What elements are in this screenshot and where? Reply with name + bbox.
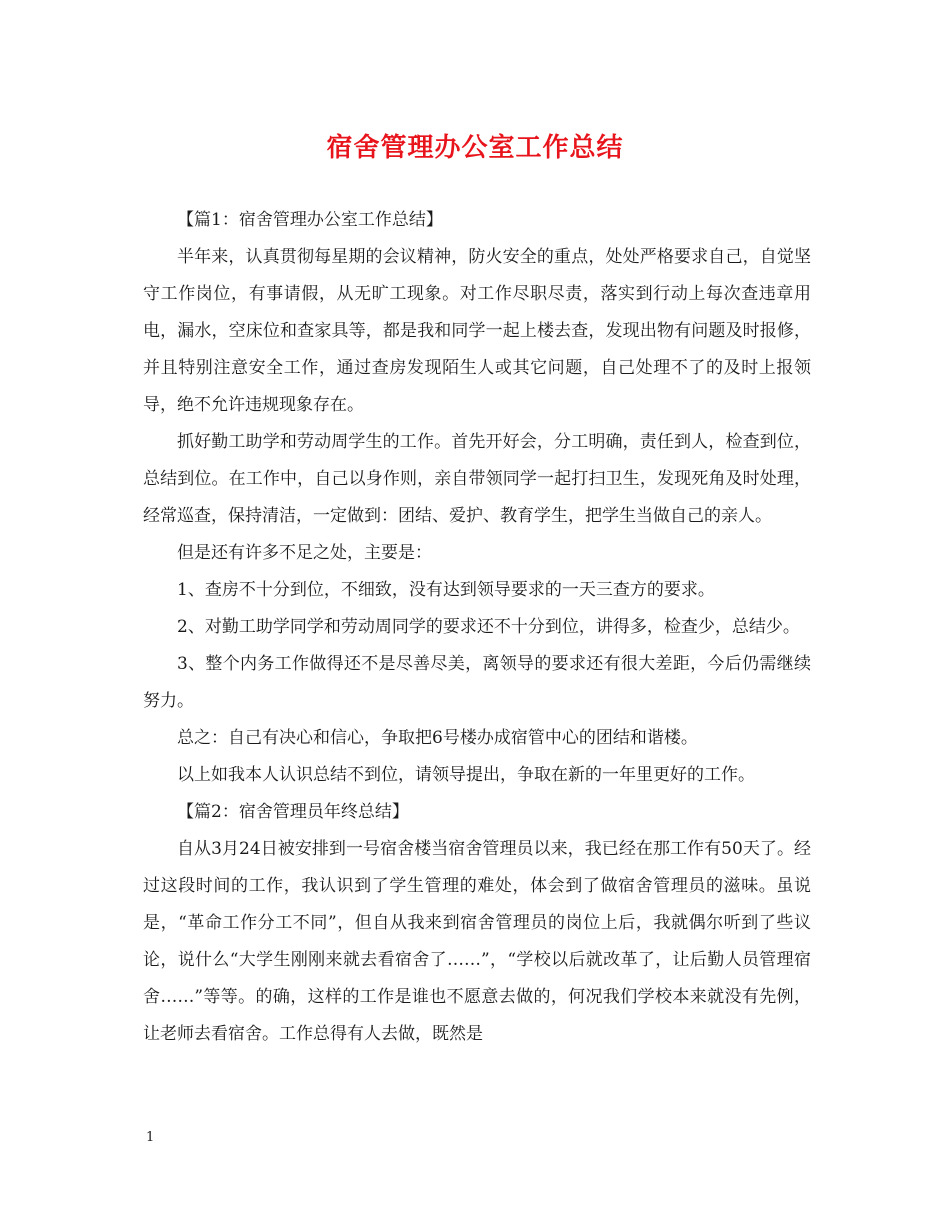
document-body <box>143 202 811 1053</box>
paragraph: 半年来，认真贯彻每星期的会议精神，防火安全的重点，处处严格要求自己，自觉坚守工作岗位，有事请假，从无旷工现象。对工作尽职尽责，落实到行动上每次查违章用电，漏水，空床位和查家具等，都是我和同学一起上楼去查，发现出物有问题及时报修，并且特别注意安全工作，通过查房发现陌生人或其它问题，自己处理不了的及时上报领导，绝不允许违规现象存在。 <box>143 247 811 415</box>
list-item: 1、查房不十分到位，不细致，没有达到领导要求的一天三查方的要求。 <box>177 580 715 600</box>
paragraph: 抓好勤工助学和劳动周学生的工作。首先开好会，分工明确，责任到人，检查到位，总结到位。在工作中，自己以身作则，亲自带领同学一起打扫卫生，发现死角及时处理，经常巡查，保持清洁，一定做到：团结、爱护、教育学生，把学生当做自己的亲人。 <box>143 432 811 526</box>
section-heading-2: 【篇2：宿舍管理员年终总结】 <box>177 802 409 822</box>
list-item: 3、整个内务工作做得还不是尽善尽美，离领导的要求还有很大差距，今后仍需继续努力。 <box>143 654 811 711</box>
paragraph: 自从3月24日被安排到一号宿舍楼当宿舍管理员以来，我已经在那工作有50天了。经过这段时间的工作，我认识到了学生管理的难处，体会到了做宿舍管理员的滋味。虽说是，“革命工作分工不同”，但自从我来到宿舍管理员的岗位上后，我就偶尔听到了些议论，说什么“大学生刚刚来就去看宿舍了……”，“学校以后就改革了，让后勤人员管理宿舍……”等等。的确，这样的工作是谁也不愿意去做的，何况我们学校本来就没有先例，让老师去看宿舍。工作总得有人去做，既然是 <box>143 839 811 1044</box>
page-number: 1 <box>146 1130 155 1145</box>
document-title: 宿舍管理办公室工作总结 <box>326 133 624 163</box>
section-heading-1: 【篇1：宿舍管理办公室工作总结】 <box>177 210 443 230</box>
paragraph: 总之：自己有决心和信心，争取把6号楼办成宿管中心的团结和谐楼。 <box>177 728 698 748</box>
paragraph: 以上如我本人认识总结不到位，请领导提出，争取在新的一年里更好的工作。 <box>177 765 755 785</box>
paragraph: 但是还有许多不足之处，主要是： <box>177 543 432 563</box>
list-item: 2、对勤工助学同学和劳动周同学的要求还不十分到位，讲得多，检查少，总结少。 <box>177 617 800 637</box>
